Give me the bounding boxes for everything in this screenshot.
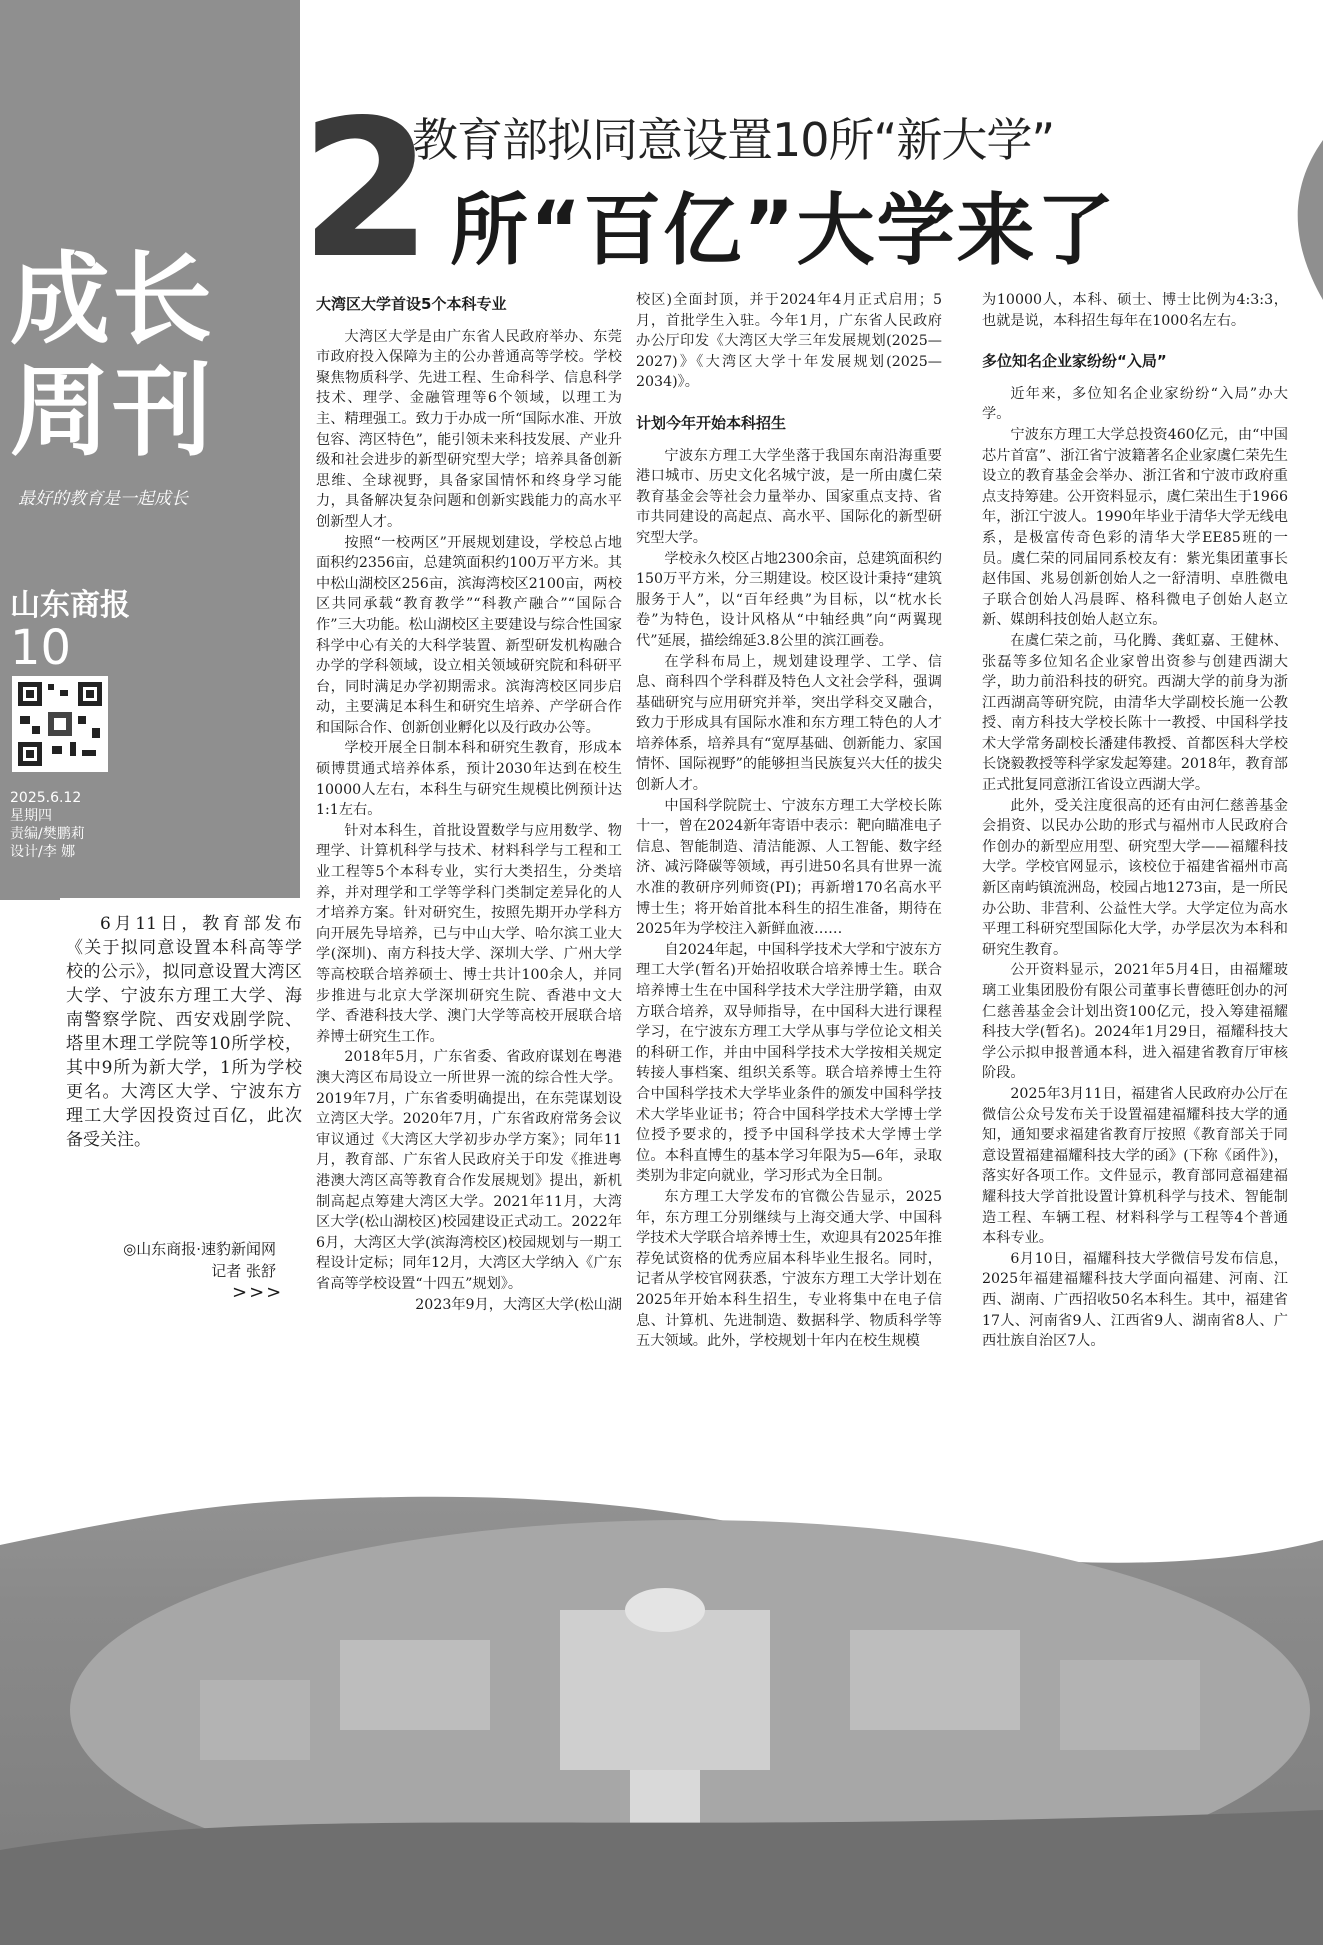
paragraph: 近年来，多位知名企业家纷纷“入局”办大学。 (982, 385, 1288, 423)
masthead-slogan: 最好的教育是一起成长 (18, 489, 188, 509)
byline (76, 1238, 276, 1282)
paragraph: 针对本科生，首批设置数学与应用数学、物理学、计算机科学与技术、材料科学与工程和工业工程等5个本科专业，实行大类招生，分类培养，并对理学和工学等学科门类制定差异化的人才培养方案。针对研究生，按照先期开办学科方向开展先导培养，已与中山大学、哈尔滨工业大学(深圳)、南方科技大学、深圳大学、广州大学等高校联合培养硕士、博士共计100余人，并同步推进与北京大学深圳研究生院、香港中文大学、香港科技大学、澳门大学等高校开展联合培养博士研究生工作。 (316, 822, 622, 1045)
paragraph: 学校开展全日制本科和研究生教育，形成本硕博贯通式培养体系，预计2030年达到在校生10000人左右，本科生与研究生规模比例预计达1:1左右。 (316, 740, 622, 819)
section-heading-2: 计划今年开始本科招生 (636, 413, 787, 432)
byline-source: ◎山东商报·速豹新闻网 (123, 1240, 276, 1258)
paragraph: 自2024年起，中国科学技术大学和宁波东方理工大学(暂名)开始招收联合培养博士生。联合培养博士生在中国科学技术大学注册学籍，由双方联合培养，双导师指导，在中国科大进行课程学习，在宁波东方理工大学从事与学位论文相关的科研工作，并由中国科学技术大学按相关规定转接人事档案、组织关系等。联合培养博士生符合中国科学技术大学毕业条件的颁发中国科学技术大学毕业证书；符合中国科学技术大学博士学位授予要求的，授予中国科学技术大学博士学位。本科直博生的基本学习年限为5—6年，录取类别为非定向就业，学习形式为全日制。 (636, 941, 942, 1185)
article-column-3 (982, 290, 1288, 1352)
newspaper-name: 山东商报 (10, 588, 130, 623)
intro-summary (66, 912, 302, 1152)
section-heading-1: 大湾区大学首设5个本科专业 (316, 295, 507, 313)
byline-reporter: 记者 张舒 (211, 1262, 276, 1280)
headline-subtitle: 教育部拟同意设置10所“新大学” (412, 113, 1055, 167)
article-column-2 (636, 290, 942, 1352)
masthead-title-line1: 成长 (10, 241, 214, 358)
paragraph: 宁波东方理工大学总投资460亿元，由“中国芯片首富”、浙江省宁波籍著名企业家虞仁荣先生设立的教育基金会举办、浙江省和宁波市政府重点支持筹建。公开资料显示，虞仁荣出生于1966年，浙江宁波人。1990年毕业于清华大学无线电系，是极富传奇色彩的清华大学EE85班的一员。虞仁荣的同届同系校友有：紫光集团董事长赵伟国、兆易创新创始人之一舒清明、卓胜微电子联合创始人冯晨晖、格科微电子创始人赵立新、媒朗科技创始人赵立东。 (982, 426, 1288, 629)
masthead-title-line2: 周刊 (10, 353, 214, 470)
paragraph: 按照“一校两区”开展规划建设，学校总占地面积约2356亩，总建筑面积约100万平方米。其中松山湖校区256亩，滨海湾校区2100亩，两校区共同承载“教育教学”“科教产融合”“国际合作”三大功能。松山湖校区主要建设与综合性国家科学中心有关的大科学装置、新型研发机构融合办学的学科领域，设立相关领域研究院和科研平台，同时满足办学初期需求。滨海湾校区同步启动，主要满足本科生和研究生培养、产学研合作和国际合作、创新创业孵化以及行政办公等。 (316, 534, 622, 736)
paragraph: 公开资料显示，2021年5月4日，由福耀玻璃工业集团股份有限公司董事长曹德旺创办的河仁慈善基金会计划出资100亿元，投入筹建福耀科技大学(暂名)。2024年1月29日，福耀科技大学公示拟申报普通本科，进入福建省教育厅审核阶段。 (982, 962, 1288, 1082)
issue-weekday: 星期四 (10, 808, 52, 824)
paragraph: 2023年9月，大湾区大学(松山湖 (415, 1296, 622, 1313)
paragraph: 在学科布局上，规划建设理学、工学、信息、商科四个学科群及特色人文社会学科，强调基础研究与应用研究并举，突出学科交叉融合，致力于形成具有国际水准和东方理工特色的人才培养体系，培养具有“宽厚基础、创新能力、家国情怀、国际视野”的能够担当民族复兴大任的拔尖创新人才。 (636, 653, 942, 794)
paragraph: 宁波东方理工大学坐落于我国东南沿海重要港口城市、历史文化名城宁波，是一所由虞仁荣教育基金会等社会力量举办、国家重点支持、省市共同建设的高起点、高水平、国际化的新型研究型大学。 (636, 447, 942, 546)
headline-number: 2 (300, 79, 433, 300)
paragraph: 学校永久校区占地2300余亩，总建筑面积约150万平方米，分三期建设。校区设计秉持“建筑服务于人”，以“百年经典”为目标，以“枕水长卷”为特色，设计风格从“中轴经典”向“两翼现代”延展，描绘绵延3.8公里的滨江画卷。 (636, 550, 942, 649)
paragraph: 2018年5月，广东省委、省政府谋划在粤港澳大湾区布局设立一所世界一流的综合性大学。2019年7月，广东省委明确提出，在东莞谋划设立湾区大学。2020年7月，广东省政府常务会议审议通过《大湾区大学初步办学方案》；同年11月，教育部、广东省人民政府关于印发《推进粤港澳大湾区高等教育合作发展规划》提出，新机制高起点筹建大湾区大学。2021年11月，大湾区大学(松山湖校区)校园建设正式动工。2022年6月，大湾区大学(滨海湾校区)校园规划与一期工程设计定标；同年12月，大湾区大学纳入《广东省高等学校设置“十四五”规划》。 (316, 1049, 622, 1292)
paragraph: 东方理工大学发布的官微公告显示，2025年，东方理工分别继续与上海交通大学、中国科学技术大学联合培养博士生，欢迎具有2025年推荐免试资格的优秀应届本科毕业生报名。同时，记者从学校官网获悉，宁波东方理工大学计划在2025年开始本科生招生，专业将集中在电子信息、计算机、先进制造、数据科学、物质科学等五大领域。此外，学校规划十年内在校生规模 (636, 1188, 942, 1350)
paragraph: 2025年3月11日，福建省人民政府办公厅在微信公众号发布关于设置福建福耀科技大学的通知，通知要求福建省教育厅按照《教育部关于同意设置福建福耀科技大学的函》(下称《函件》)，落实好各项工作。文件显示，教育部同意福建福耀科技大学首批设置计算机科学与技术、智能制造工程、车辆工程、材料科学与工程等4个普通本科专业。 (982, 1085, 1288, 1247)
intro-text: 6月11日，教育部发布《关于拟同意设置本科高等学校的公示》，拟同意设置大湾区大学、宁波东方理工大学、海南警察学院、西安戏剧学院、塔里木理工学院等10所学校，其中9所为新大学，1所为学校更名。大湾区大学、宁波东方理工大学因投资过百亿，此次备受关注。 (66, 914, 302, 1150)
paragraph: 此外，受关注度很高的还有由河仁慈善基金会捐资、以民办公助的形式与福州市人民政府合作创办的新型应用型、研究型大学——福耀科技大学。学校官网显示，该校位于福建省福州市高新区南屿镇流洲岛，校园占地1273亩，是一所民办公助、非营利、公益性大学。大学定位为高水平理工科研究型国际化大学，办学层次为本科和研究生教育。 (982, 797, 1288, 958)
issue-date: 2025.6.12 (10, 790, 82, 806)
designer-credit: 设计/李 娜 (10, 844, 76, 860)
section-heading-3: 多位知名企业家纷纷“入局” (982, 352, 1167, 371)
paragraph: 校区)全面封顶，并于2024年4月正式启用；5月，首批学生入驻。今年1月，广东省人民政府办公厅印发《大湾区大学三年发展规划(2025—2027)》《大湾区大学十年发展规划(2025—2034)》。 (636, 292, 942, 391)
paragraph: 在虞仁荣之前，马化腾、龚虹嘉、王健林、张磊等多位知名企业家曾出资参与创建西湖大学，助力前沿科技的研究。西湖大学的前身为浙江西湖高等研究院，由清华大学副校长施一公教授、南方科技大学校长陈十一教授、中国科学技术大学常务副校长潘建伟教授、首都医科大学校长饶毅教授等科学家发起筹建。2018年，教育部正式批复同意浙江省设立西湖大学。 (982, 632, 1288, 794)
paragraph: 为10000人，本科、硕士、博士比例为4:3:3，也就是说，本科招生每年在1000名左右。 (982, 292, 1288, 329)
qr-code-icon[interactable] (12, 676, 108, 772)
campus-rendering-image (0, 1380, 1323, 1945)
continue-arrow: >>> (232, 1282, 284, 1303)
paragraph: 中国科学院院士、宁波东方理工大学校长陈十一，曾在2024新年寄语中表示：靶向瞄准电子信息、智能制造、清洁能源、人工智能、数字经济、减污降碳等领域，再引进50名具有世界一流水准的教研序列师资(PI)；再新增170名高水平博士生；将开始首批本科生的招生准备，期待在2025年为学校注入新鲜血液…… (636, 797, 942, 938)
page-number: 10 (10, 620, 72, 676)
paragraph: 大湾区大学是由广东省人民政府举办、东莞市政府投入保障为主的公办普通高等学校。学校聚焦物质科学、先进工程、生命科学、信息科学技术、理学、金融管理等6个领域，以理工为主、精理强工。致力于办成一所“国际水准、开放包容、湾区特色”，能引领未来科技发展、产业升级和社会进步的新型研究型大学；培养具备创新思维、全球视野，具备家国情怀和终身学习能力，具备解决复杂问题和创新实践能力的高水平创新型人才。 (316, 328, 622, 530)
headline-main: 所“百亿”大学来了 (450, 186, 1117, 276)
article-column-1 (316, 290, 622, 1315)
paragraph: 6月10日，福耀科技大学微信号发布信息，2025年福建福耀科技大学面向福建、河南、江西、湖南、广西招收50名本科生。其中，福建省17人、河南省9人、江西省9人、湖南省8人、广西壮族自治区7人。 (982, 1250, 1288, 1350)
editor-credit: 责编/樊鹏莉 (10, 826, 85, 842)
